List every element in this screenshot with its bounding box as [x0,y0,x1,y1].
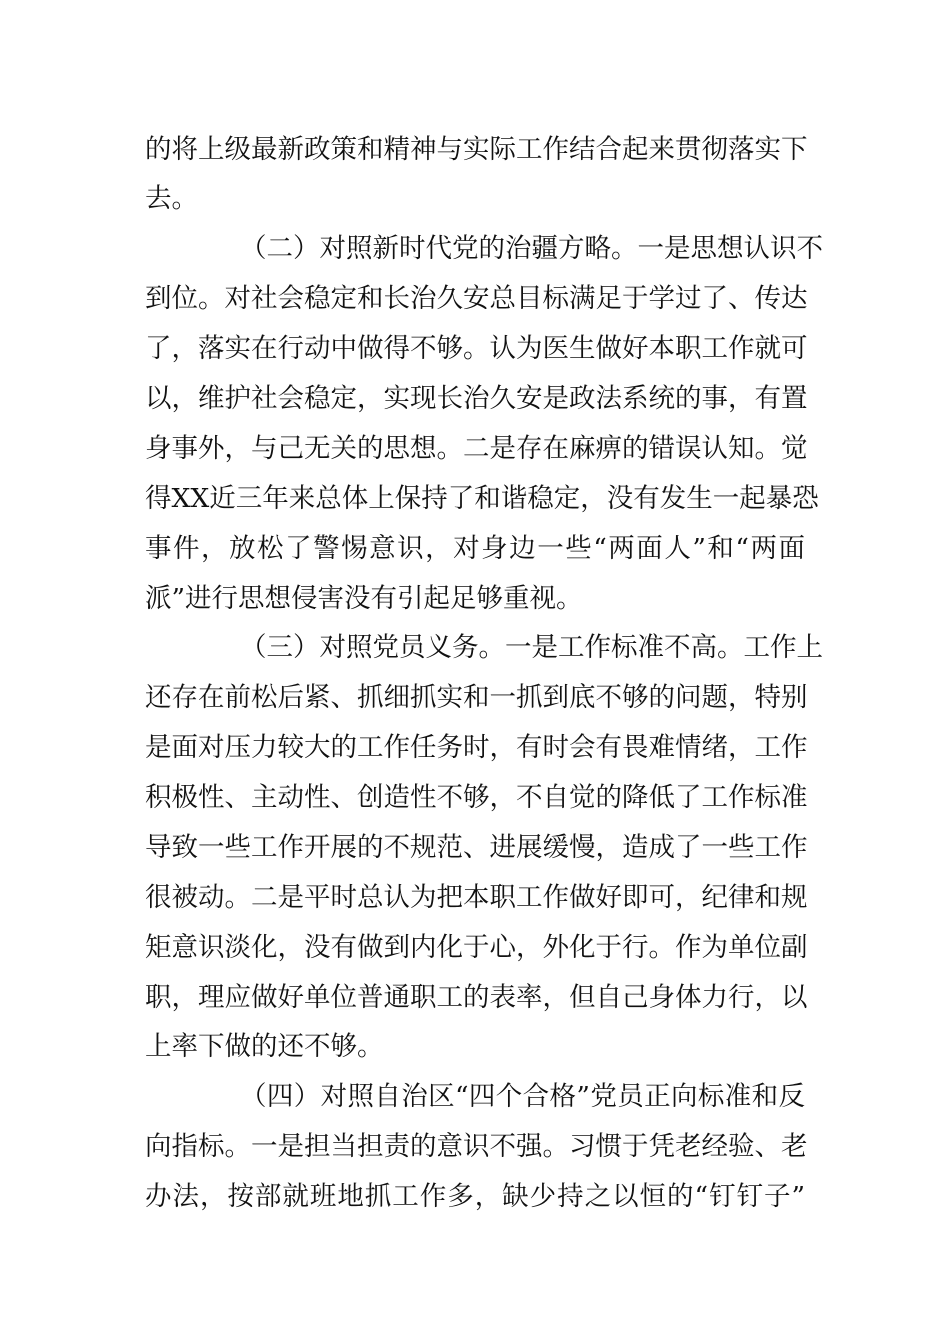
paragraph-heading-line: （三）对照党员义务。一是工作标准不高。工作上 [240,632,823,663]
text-line: 很被动。二是平时总认为把本职工作做好即可，纪律和规 [145,882,808,913]
text-line: 积极性、主动性、创造性不够，不自觉的降低了工作标准 [145,782,808,813]
text-line: 还存在前松后紧、抓细抓实和一抓到底不够的问题，特别 [145,682,808,713]
text-line: 职，理应做好单位普通职工的表率，但自己身体力行，以 [145,982,808,1013]
text-line: 到位。对社会稳定和长治久安总目标满足于学过了、传达 [145,283,808,314]
text-line: 事件，放松了警惕意识，对身边一些“两面人”和“两面 [145,533,805,564]
text-line: 向指标。一是担当担责的意识不强。习惯于凭老经验、老 [145,1131,808,1162]
text-line: 去。 [145,183,198,214]
paragraph-heading-line: （二）对照新时代党的治疆方略。一是思想认识不 [240,233,823,264]
text-line: 了，落实在行动中做得不够。认为医生做好本职工作就可 [145,333,808,364]
text-line: 矩意识淡化，没有做到内化于心，外化于行。作为单位副 [145,932,808,963]
text-line: 派”进行思想侵害没有引起足够重视。 [145,583,583,614]
text-line: 上率下做的还不够。 [145,1031,384,1062]
paragraph-heading-line: （四）对照自治区“四个合格”党员正向标准和反 [240,1081,805,1112]
text-line: 的将上级最新政策和精神与实际工作结合起来贯彻落实下 [145,134,808,165]
text-line: 以，维护社会稳定，实现长治久安是政法系统的事，有置 [145,383,808,414]
text-line: 导致一些工作开展的不规范、进展缓慢，造成了一些工作 [145,832,808,863]
text-line: 得XX近三年来总体上保持了和谐稳定，没有发生一起暴恐 [145,483,819,514]
text-line: 是面对压力较大的工作任务时，有时会有畏难情绪，工作 [145,732,808,763]
text-line: 办法，按部就班地抓工作多，缺少持之以恒的“钉钉子” [145,1181,805,1212]
text-line: 身事外，与己无关的思想。二是存在麻痹的错误认知。觉 [145,433,808,464]
